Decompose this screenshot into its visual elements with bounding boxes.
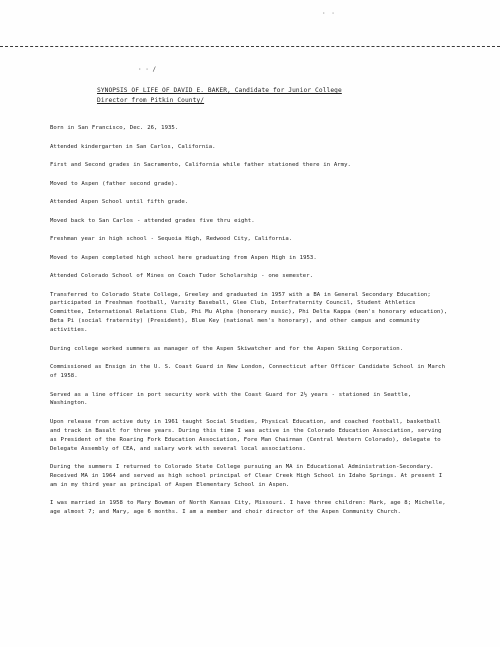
paragraph-masters: During the summers I returned to Colorado State College pursuing an MA in Educational Administration-Secondary. Received MA in 1964 and served as high school principal of Clear Creek High School in Idaho Springs. At present I am in my third year as principal of Aspen Elementary School in Aspen. <box>50 464 443 488</box>
corner-mark: · · <box>322 10 336 17</box>
heading-line-1: SYNOPSIS OF LIFE OF DAVID E. BAKER, Candidate for Junior College <box>97 87 342 94</box>
paragraph-kindergarten: Attended kindergarten in San Carlos, California. <box>50 143 216 150</box>
heading-line-2: Director from Pitkin County/ <box>97 96 205 104</box>
dashed-divider <box>0 46 500 47</box>
paragraph-family: I was married in 1958 to Mary Bowman of North Kansas City, Missouri. I have three children: Mark, age 8; Michelle, age almost 7; and Mary, age 6 months. I am a member and choir director of the Aspen Community Church. <box>50 500 446 516</box>
synopsis-body <box>50 124 450 527</box>
document-heading <box>97 86 457 106</box>
paragraph-summers: During college worked summers as manager of the Aspen Skiwatcher and for the Aspen Skiing Corporation. <box>50 345 404 352</box>
paragraph-early-grades: First and Second grades in Sacramento, California while father stationed there in Army. <box>50 162 351 168</box>
paragraph-birth: Born in San Francisco, Dec. 26, 1935. <box>50 125 179 131</box>
paragraph-freshman: Freshman year in high school - Sequoia High, Redwood City, California. <box>50 236 293 242</box>
paragraph-commissioned: Commissioned as Ensign in the U. S. Coast Guard in New London, Connecticut after Officer Candidate School in March of 1958. <box>50 364 446 380</box>
paragraph-san-carlos: Moved back to San Carlos - attended grades five thru eight. <box>50 217 255 224</box>
paragraph-coast-guard: Served as a line officer in port security work with the Coast Guard for 2½ years - stationed in Seattle, Washington. <box>50 391 412 407</box>
paragraph-teaching: Upon release from active duty in 1961 taught Social Studies, Physical Education, and coached football, basketball and track in Basalt for three years. During this time I was active in the Colorado Education Association, serving as President of the Roaring Fork Education Association, Fore Man Chairman (Central Western Colorado), delegate to Delegate Assembly of CEA, and salary work with several local associations. <box>50 418 442 452</box>
stray-mark: · · / <box>138 66 157 73</box>
paragraph-college: Transferred to Colorado State College, Greeley and graduated in 1957 with a BA in General Secondary Education; participated in Freshman football, Varsity Baseball, Glee Club, Interfraternity Council, Student Athletics Committee, International Relations Club, Phi Mu Alpha (honorary music), Phi Delta Kappa (men's honorary education), Beta Pi (social fraternity) (President), Blue Key (national men's honorary), and other campus and community activities. <box>50 291 448 334</box>
paragraph-school-of-mines: Attended Colorado School of Mines on Coach Tudor Scholarship - one semester. <box>50 273 314 279</box>
paragraph-moved-aspen: Moved to Aspen (father second grade). <box>50 180 178 187</box>
paragraph-high-school: Moved to Aspen completed high school here graduating from Aspen High in 1953. <box>50 254 317 261</box>
paragraph-aspen-school: Attended Aspen School until fifth grade. <box>50 199 189 205</box>
